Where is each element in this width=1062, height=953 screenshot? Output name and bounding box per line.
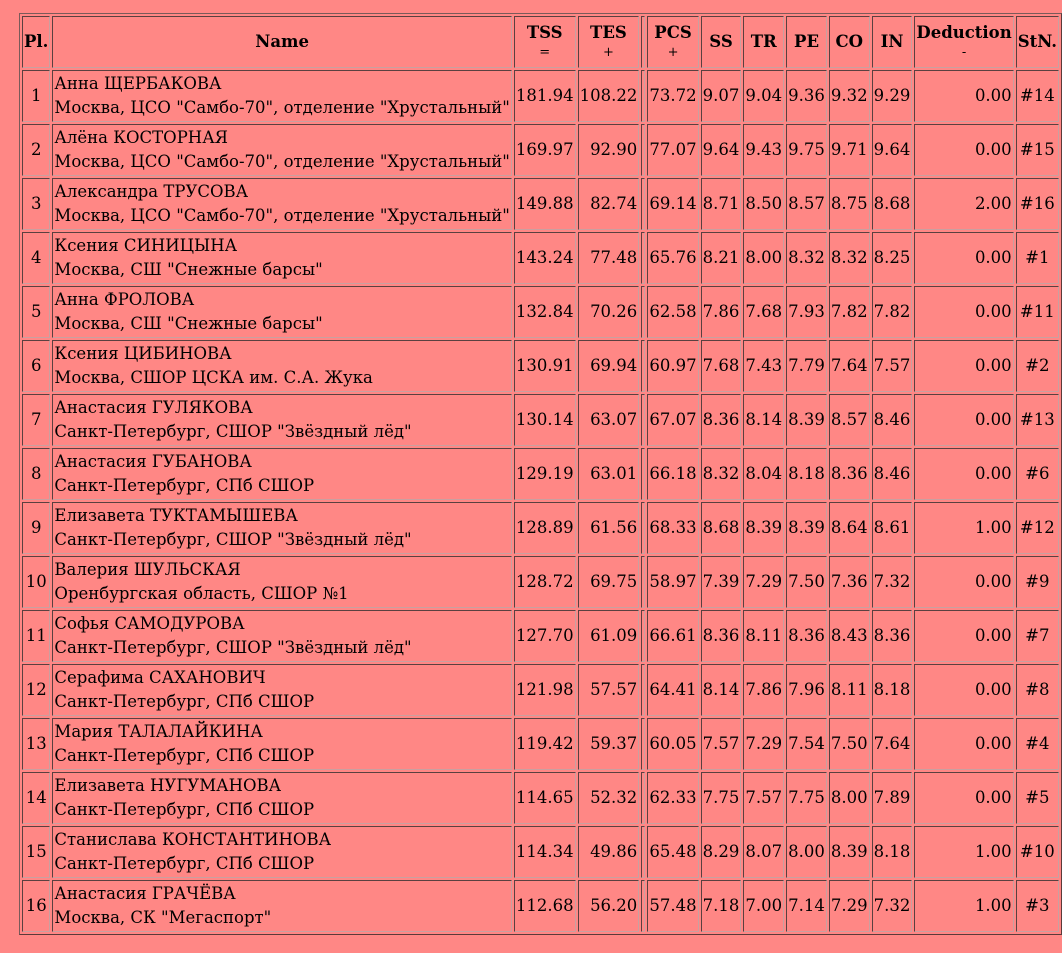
tr-cell: 9.43 [743, 124, 784, 176]
pcs-cell: 66.18 [647, 448, 698, 500]
name-cell [52, 448, 511, 500]
skater-club: Москва, СШ "Снежные барсы" [54, 260, 323, 279]
start-number-cell: #16 [1016, 178, 1059, 230]
table-row [22, 340, 1059, 392]
deduction-cell: 0.00 [914, 556, 1013, 608]
tss-cell: 128.72 [514, 556, 576, 608]
tss-cell: 149.88 [514, 178, 576, 230]
in-cell: 9.64 [872, 124, 913, 176]
ss-cell: 8.36 [701, 394, 742, 446]
pe-cell: 8.57 [786, 178, 827, 230]
place-cell: 6 [22, 340, 50, 392]
pe-cell: 9.75 [786, 124, 827, 176]
tss-cell: 119.42 [514, 718, 576, 770]
skater-club: Санкт-Петербург, СПб СШОР [54, 692, 315, 711]
header-co: CO [829, 16, 870, 68]
tss-cell: 112.68 [514, 880, 576, 932]
tss-cell: 129.19 [514, 448, 576, 500]
pe-cell: 9.36 [786, 70, 827, 122]
ss-cell: 7.86 [701, 286, 742, 338]
separator-cell [641, 664, 645, 716]
pe-cell: 7.93 [786, 286, 827, 338]
start-number-cell: #10 [1016, 826, 1059, 878]
start-number-cell: #15 [1016, 124, 1059, 176]
deduction-cell: 0.00 [914, 394, 1013, 446]
co-cell: 7.64 [829, 340, 870, 392]
pcs-cell: 65.48 [647, 826, 698, 878]
tes-cell: 63.01 [578, 448, 640, 500]
tes-cell: 69.94 [578, 340, 640, 392]
header-row [22, 16, 1059, 68]
table-row [22, 664, 1059, 716]
in-cell: 8.46 [872, 448, 913, 500]
co-cell: 7.36 [829, 556, 870, 608]
name-cell [52, 394, 511, 446]
separator-cell [641, 232, 645, 284]
table-row [22, 772, 1059, 824]
in-cell: 7.89 [872, 772, 913, 824]
ss-cell: 8.29 [701, 826, 742, 878]
deduction-cell: 0.00 [914, 772, 1013, 824]
header-separator [641, 16, 645, 68]
place-cell: 13 [22, 718, 50, 770]
ss-cell: 8.21 [701, 232, 742, 284]
skater-name: Серафима САХАНОВИЧ [54, 668, 266, 687]
name-cell [52, 124, 511, 176]
pcs-cell: 77.07 [647, 124, 698, 176]
skater-club: Санкт-Петербург, СШОР "Звёздный лёд" [54, 422, 412, 441]
tr-cell: 7.00 [743, 880, 784, 932]
co-cell: 9.71 [829, 124, 870, 176]
pcs-cell: 68.33 [647, 502, 698, 554]
name-cell [52, 826, 511, 878]
ss-cell: 8.14 [701, 664, 742, 716]
table-row [22, 880, 1059, 932]
tes-cell: 82.74 [578, 178, 640, 230]
tes-cell: 61.56 [578, 502, 640, 554]
pcs-cell: 57.48 [647, 880, 698, 932]
name-cell [52, 880, 511, 932]
skater-club: Санкт-Петербург, СШОР "Звёздный лёд" [54, 638, 412, 657]
place-cell: 16 [22, 880, 50, 932]
results-table [19, 13, 1062, 935]
separator-cell [641, 124, 645, 176]
header-tes [578, 16, 640, 68]
tr-cell: 7.29 [743, 718, 784, 770]
skater-club: Москва, ЦСО "Самбо-70", отделение "Хрустальный" [54, 152, 510, 171]
deduction-cell: 0.00 [914, 232, 1013, 284]
pcs-cell: 62.33 [647, 772, 698, 824]
skater-club: Санкт-Петербург, СПб СШОР [54, 746, 315, 765]
ss-cell: 7.68 [701, 340, 742, 392]
pcs-cell: 66.61 [647, 610, 698, 662]
start-number-cell: #11 [1016, 286, 1059, 338]
co-cell: 8.57 [829, 394, 870, 446]
header-deduction-label: Deduction [916, 23, 1012, 42]
tr-cell: 8.07 [743, 826, 784, 878]
place-cell: 12 [22, 664, 50, 716]
table-row [22, 178, 1059, 230]
tss-cell: 132.84 [514, 286, 576, 338]
skater-name: Софья САМОДУРОВА [54, 614, 245, 633]
skater-name: Ксения ЦИБИНОВА [54, 344, 232, 363]
header-tss [514, 16, 576, 68]
tr-cell: 7.86 [743, 664, 784, 716]
tes-cell: 49.86 [578, 826, 640, 878]
header-tr: TR [743, 16, 784, 68]
tr-cell: 7.29 [743, 556, 784, 608]
tes-cell: 61.09 [578, 610, 640, 662]
place-cell: 9 [22, 502, 50, 554]
deduction-cell: 0.00 [914, 70, 1013, 122]
deduction-cell: 0.00 [914, 340, 1013, 392]
in-cell: 8.18 [872, 826, 913, 878]
co-cell: 7.29 [829, 880, 870, 932]
separator-cell [641, 178, 645, 230]
pe-cell: 7.50 [786, 556, 827, 608]
co-cell: 8.32 [829, 232, 870, 284]
place-cell: 7 [22, 394, 50, 446]
separator-cell [641, 610, 645, 662]
pcs-cell: 60.05 [647, 718, 698, 770]
ss-cell: 7.57 [701, 718, 742, 770]
header-stn: StN. [1016, 16, 1059, 68]
pe-cell: 7.14 [786, 880, 827, 932]
table-row [22, 502, 1059, 554]
deduction-cell: 1.00 [914, 502, 1013, 554]
co-cell: 8.36 [829, 448, 870, 500]
place-cell: 8 [22, 448, 50, 500]
co-cell: 8.39 [829, 826, 870, 878]
separator-cell [641, 502, 645, 554]
separator-cell [641, 340, 645, 392]
header-in: IN [872, 16, 913, 68]
skater-name: Александра ТРУСОВА [54, 182, 249, 201]
in-cell: 8.61 [872, 502, 913, 554]
table-row [22, 556, 1059, 608]
tss-cell: 130.14 [514, 394, 576, 446]
tes-cell: 56.20 [578, 880, 640, 932]
table-row [22, 286, 1059, 338]
start-number-cell: #12 [1016, 502, 1059, 554]
co-cell: 8.00 [829, 772, 870, 824]
header-ss: SS [701, 16, 742, 68]
skater-name: Валерия ШУЛЬСКАЯ [54, 560, 241, 579]
tss-cell: 114.65 [514, 772, 576, 824]
name-cell [52, 772, 511, 824]
header-tss-label: TSS [526, 23, 563, 42]
place-cell: 15 [22, 826, 50, 878]
separator-cell [641, 286, 645, 338]
skater-club: Санкт-Петербург, СПб СШОР [54, 800, 315, 819]
start-number-cell: #5 [1016, 772, 1059, 824]
skater-club: Москва, ЦСО "Самбо-70", отделение "Хрустальный" [54, 98, 510, 117]
header-pl: Pl. [22, 16, 50, 68]
ss-cell: 8.36 [701, 610, 742, 662]
start-number-cell: #13 [1016, 394, 1059, 446]
pe-cell: 8.36 [786, 610, 827, 662]
co-cell: 8.75 [829, 178, 870, 230]
table-row [22, 826, 1059, 878]
skater-club: Москва, СШ "Снежные барсы" [54, 314, 323, 333]
start-number-cell: #2 [1016, 340, 1059, 392]
in-cell: 8.46 [872, 394, 913, 446]
header-deduction-sub: - [961, 45, 967, 60]
skater-name: Елизавета НУГУМАНОВА [54, 776, 282, 795]
start-number-cell: #9 [1016, 556, 1059, 608]
place-cell: 5 [22, 286, 50, 338]
tss-cell: 121.98 [514, 664, 576, 716]
skater-club: Москва, ЦСО "Самбо-70", отделение "Хрустальный" [54, 206, 510, 225]
skater-club: Москва, СК "Мегаспорт" [54, 908, 272, 927]
start-number-cell: #3 [1016, 880, 1059, 932]
skater-name: Анна ФРОЛОВА [54, 290, 195, 309]
skater-club: Санкт-Петербург, СПб СШОР [54, 854, 315, 873]
start-number-cell: #1 [1016, 232, 1059, 284]
tss-cell: 127.70 [514, 610, 576, 662]
skater-name: Анна ЩЕРБАКОВА [54, 74, 222, 93]
in-cell: 8.25 [872, 232, 913, 284]
deduction-cell: 1.00 [914, 826, 1013, 878]
name-cell [52, 232, 511, 284]
pe-cell: 8.39 [786, 394, 827, 446]
tr-cell: 8.00 [743, 232, 784, 284]
pcs-cell: 62.58 [647, 286, 698, 338]
skater-name: Ксения СИНИЦЫНА [54, 236, 238, 255]
skater-name: Мария ТАЛАЛАЙКИНА [54, 722, 263, 741]
deduction-cell: 2.00 [914, 178, 1013, 230]
tss-cell: 169.97 [514, 124, 576, 176]
tes-cell: 92.90 [578, 124, 640, 176]
co-cell: 8.43 [829, 610, 870, 662]
start-number-cell: #4 [1016, 718, 1059, 770]
table-row [22, 70, 1059, 122]
separator-cell [641, 394, 645, 446]
skater-name: Елизавета ТУКТАМЫШЕВА [54, 506, 298, 525]
deduction-cell: 0.00 [914, 610, 1013, 662]
separator-cell [641, 70, 645, 122]
pcs-cell: 69.14 [647, 178, 698, 230]
tss-cell: 114.34 [514, 826, 576, 878]
pe-cell: 7.54 [786, 718, 827, 770]
tes-cell: 52.32 [578, 772, 640, 824]
tss-cell: 128.89 [514, 502, 576, 554]
ss-cell: 7.18 [701, 880, 742, 932]
pcs-cell: 58.97 [647, 556, 698, 608]
ss-cell: 9.07 [701, 70, 742, 122]
separator-cell [641, 718, 645, 770]
tr-cell: 8.11 [743, 610, 784, 662]
ss-cell: 8.32 [701, 448, 742, 500]
in-cell: 7.64 [872, 718, 913, 770]
name-cell [52, 178, 511, 230]
co-cell: 9.32 [829, 70, 870, 122]
pe-cell: 7.75 [786, 772, 827, 824]
header-pe: PE [786, 16, 827, 68]
tes-cell: 70.26 [578, 286, 640, 338]
tss-cell: 181.94 [514, 70, 576, 122]
pe-cell: 8.18 [786, 448, 827, 500]
in-cell: 7.32 [872, 556, 913, 608]
co-cell: 8.11 [829, 664, 870, 716]
header-pcs-label: PCS [654, 23, 692, 42]
tes-cell: 59.37 [578, 718, 640, 770]
co-cell: 7.82 [829, 286, 870, 338]
header-tss-sub: = [539, 45, 551, 60]
co-cell: 8.64 [829, 502, 870, 554]
tes-cell: 77.48 [578, 232, 640, 284]
pcs-cell: 67.07 [647, 394, 698, 446]
ss-cell: 8.71 [701, 178, 742, 230]
header-tes-sub: + [602, 45, 614, 60]
skater-club: Санкт-Петербург, СПб СШОР [54, 476, 315, 495]
place-cell: 3 [22, 178, 50, 230]
name-cell [52, 502, 511, 554]
separator-cell [641, 880, 645, 932]
start-number-cell: #8 [1016, 664, 1059, 716]
pcs-cell: 60.97 [647, 340, 698, 392]
pe-cell: 8.32 [786, 232, 827, 284]
name-cell [52, 664, 511, 716]
pcs-cell: 65.76 [647, 232, 698, 284]
header-name: Name [52, 16, 511, 68]
tr-cell: 8.14 [743, 394, 784, 446]
table-row [22, 232, 1059, 284]
skater-name: Алёна КОСТОРНАЯ [54, 128, 229, 147]
deduction-cell: 0.00 [914, 664, 1013, 716]
place-cell: 11 [22, 610, 50, 662]
skater-club: Оренбургская область, СШОР №1 [54, 584, 349, 603]
separator-cell [641, 556, 645, 608]
tes-cell: 108.22 [578, 70, 640, 122]
skater-name: Станислава КОНСТАНТИНОВА [54, 830, 332, 849]
table-row [22, 718, 1059, 770]
tr-cell: 8.50 [743, 178, 784, 230]
ss-cell: 7.39 [701, 556, 742, 608]
deduction-cell: 0.00 [914, 718, 1013, 770]
tss-cell: 130.91 [514, 340, 576, 392]
name-cell [52, 340, 511, 392]
tes-cell: 69.75 [578, 556, 640, 608]
pe-cell: 8.00 [786, 826, 827, 878]
tr-cell: 7.68 [743, 286, 784, 338]
table-row [22, 394, 1059, 446]
pe-cell: 8.39 [786, 502, 827, 554]
tr-cell: 8.04 [743, 448, 784, 500]
deduction-cell: 0.00 [914, 286, 1013, 338]
place-cell: 4 [22, 232, 50, 284]
name-cell [52, 556, 511, 608]
pcs-cell: 64.41 [647, 664, 698, 716]
co-cell: 7.50 [829, 718, 870, 770]
tr-cell: 8.39 [743, 502, 784, 554]
deduction-cell: 0.00 [914, 124, 1013, 176]
in-cell: 9.29 [872, 70, 913, 122]
place-cell: 2 [22, 124, 50, 176]
in-cell: 8.68 [872, 178, 913, 230]
tr-cell: 7.57 [743, 772, 784, 824]
header-deduction [914, 16, 1013, 68]
table-row [22, 610, 1059, 662]
tr-cell: 9.04 [743, 70, 784, 122]
tes-cell: 57.57 [578, 664, 640, 716]
table-row [22, 448, 1059, 500]
skater-name: Анастасия ГРАЧЁВА [54, 884, 236, 903]
place-cell: 14 [22, 772, 50, 824]
pcs-cell: 73.72 [647, 70, 698, 122]
start-number-cell: #7 [1016, 610, 1059, 662]
table-row [22, 124, 1059, 176]
tr-cell: 7.43 [743, 340, 784, 392]
in-cell: 7.57 [872, 340, 913, 392]
start-number-cell: #14 [1016, 70, 1059, 122]
name-cell [52, 718, 511, 770]
deduction-cell: 1.00 [914, 880, 1013, 932]
in-cell: 8.36 [872, 610, 913, 662]
header-tes-label: TES [590, 23, 627, 42]
separator-cell [641, 826, 645, 878]
separator-cell [641, 448, 645, 500]
in-cell: 8.18 [872, 664, 913, 716]
ss-cell: 8.68 [701, 502, 742, 554]
start-number-cell: #6 [1016, 448, 1059, 500]
skater-club: Санкт-Петербург, СШОР "Звёздный лёд" [54, 530, 412, 549]
deduction-cell: 0.00 [914, 448, 1013, 500]
pe-cell: 7.96 [786, 664, 827, 716]
tss-cell: 143.24 [514, 232, 576, 284]
results-body [22, 70, 1059, 932]
skater-name: Анастасия ГУБАНОВА [54, 452, 252, 471]
ss-cell: 7.75 [701, 772, 742, 824]
skater-name: Анастасия ГУЛЯКОВА [54, 398, 253, 417]
in-cell: 7.32 [872, 880, 913, 932]
name-cell [52, 70, 511, 122]
place-cell: 10 [22, 556, 50, 608]
header-pcs [647, 16, 698, 68]
ss-cell: 9.64 [701, 124, 742, 176]
header-pcs-sub: + [667, 45, 679, 60]
skater-club: Москва, СШОР ЦСКА им. С.А. Жука [54, 368, 373, 387]
separator-cell [641, 772, 645, 824]
tes-cell: 63.07 [578, 394, 640, 446]
name-cell [52, 610, 511, 662]
in-cell: 7.82 [872, 286, 913, 338]
name-cell [52, 286, 511, 338]
place-cell: 1 [22, 70, 50, 122]
pe-cell: 7.79 [786, 340, 827, 392]
